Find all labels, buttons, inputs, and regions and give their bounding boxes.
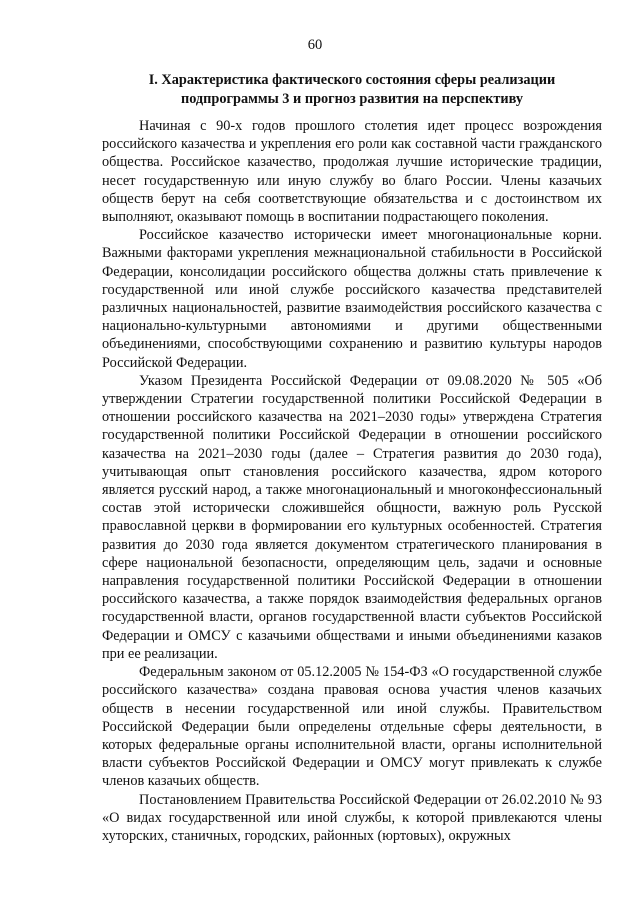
paragraph-4: Федеральным законом от 05.12.2005 № 154-ФЗ «О государственной службе российского казачества» создана правовая основа участия членов казачьих обществ в несении государственной или иной службы. Правительством Российской Федерации были определены отдельные сферы деятельности, в которых федеральные органы исполнительной власти, органы исполнительной власти субъектов Российской Федерации и ОМСУ могут привлекать к службе членов казачьих обществ. xyxy=(102,664,602,790)
paragraph-1: Начиная с 90-х годов прошлого столетия идет процесс возрождения российского казачества и укрепления его роли как составной части гражданского общества. Российское казачество, продолжая лучшие исторические традиции, несет государственную или иную службу во благо России. Члены казачьих обществ берут на себя соответствующие обязательства и с достоинством их выполняют, оказывают помощь в воспитании подрастающего поколения. xyxy=(102,118,602,226)
heading-line-1: I. Характеристика фактического состояния сферы реализации xyxy=(148,72,556,88)
body-text xyxy=(102,117,602,845)
heading-line-2: подпрограммы 3 и прогноз развития на перспективу xyxy=(180,91,524,107)
paragraph-3: Указом Президента Российской Федерации от 09.08.2020 № 505 «Об утверждении Стратегии государственной политики Российской Федерации в отношении российского казачества на 2021–2030 годы» утверждена Стратегия государственной политики Российской Федерации в отношении российского казачества на 2021–2030 годы (далее – Стратегия развития до 2030 года), учитывающая опыт становления российского казачества, ядром которого является русский народ, а также многонациональный и многоконфессиональный состав этой исторически сложившейся общности, важную роль Русской православной церкви в формировании его культурных особенностей. Стратегия развития до 2030 года является документом стратегического планирования в сфере национальной безопасности, определяющим цель, задачи и основные направления государственной политики Российской Федерации в отношении российского казачества, а также порядок взаимодействия федеральных органов государственной власти, органов государственной власти субъектов Российской Федерации и ОМСУ с казачьими обществами и иными объединениями казаков при ее реализации. xyxy=(102,372,602,662)
section-heading xyxy=(102,71,602,109)
paragraph-5: Постановлением Правительства Российской Федерации от 26.02.2010 № 93 «О видах государственной или иной службы, к которой привлекаются члены хуторских, станичных, городских, районных (юртовых), окружных xyxy=(102,791,602,844)
paragraph-2: Российское казачество исторически имеет многонациональные корни. Важными факторами укрепления межнациональной стабильности в Российской Федерации, консолидации российского общества должны стать привлечение к государственной или иной службе российского казачества представителей различных национальностей, развитие взаимодействия российского казачества с национально-культурными автономиями и другими общественными объединениями, способствующими сохранению и развитию культуры народов Российской Федерации. xyxy=(102,227,602,371)
page-number: 60 xyxy=(307,37,323,53)
